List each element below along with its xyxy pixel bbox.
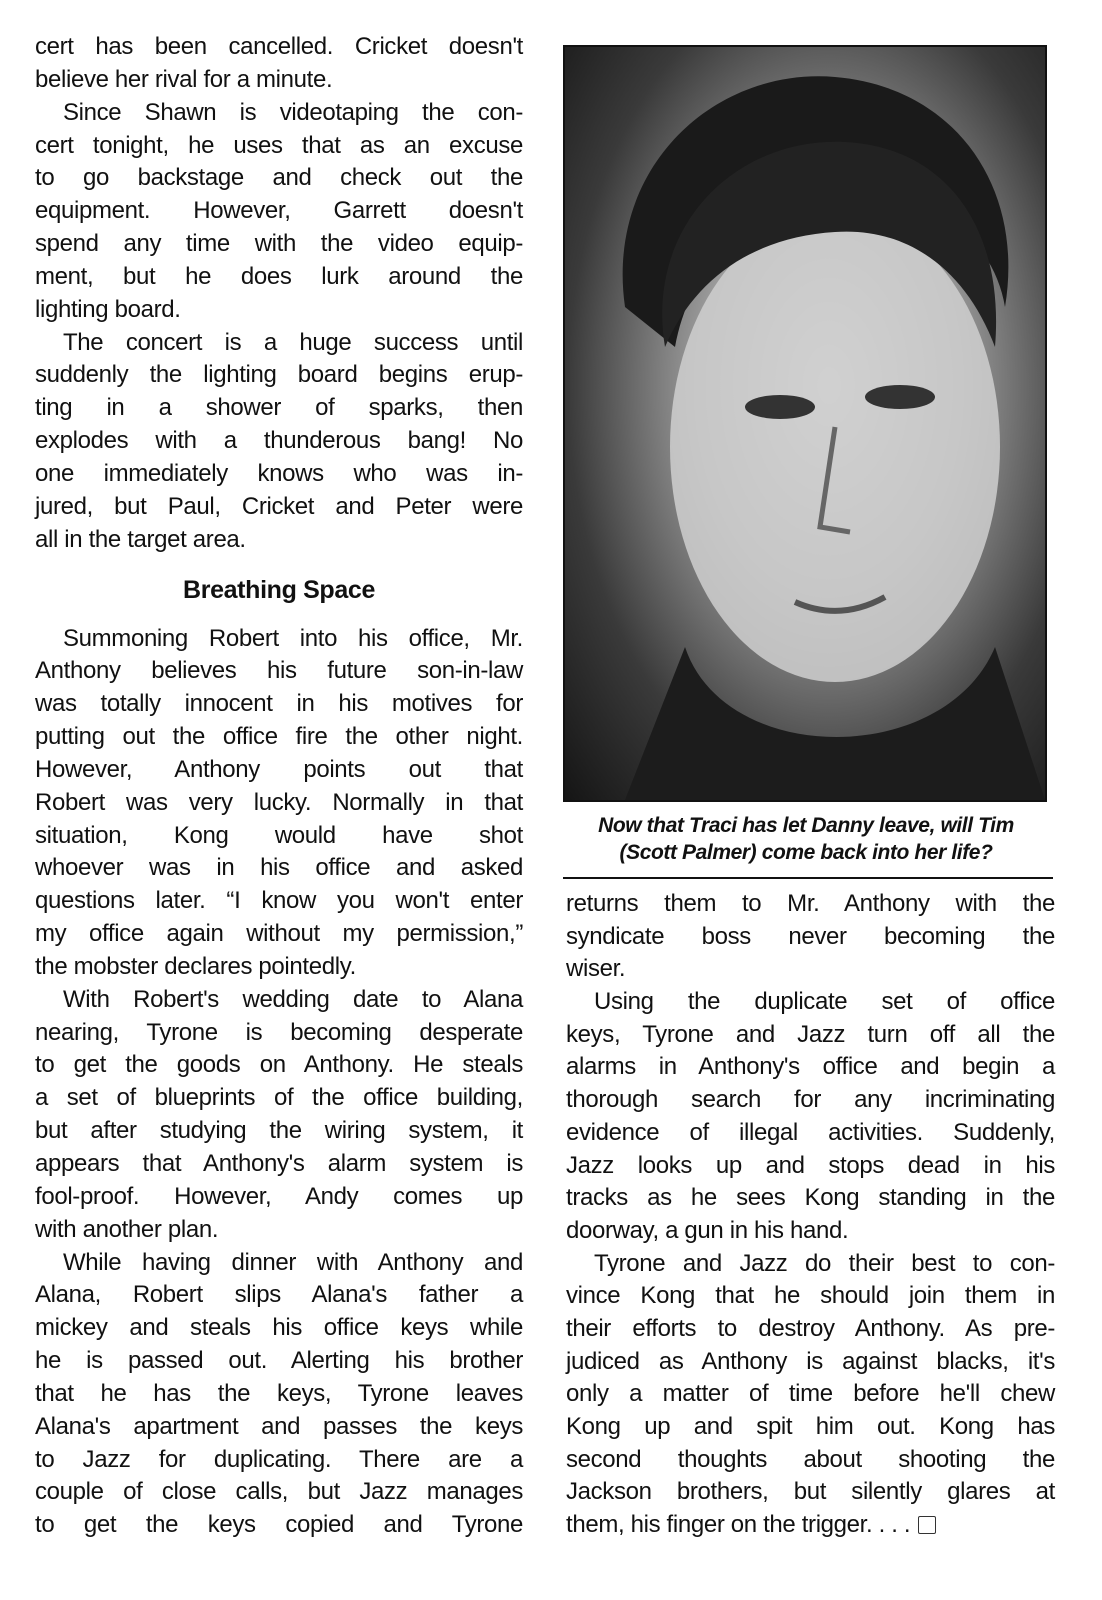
text-line [566,1182,1055,1215]
paragraph [35,1247,523,1543]
line-text: ting in a shower of sparks, then [35,394,523,422]
end-of-article-box-icon [918,1516,936,1534]
text-line [35,1017,523,1050]
line-text: them, his finger on the trigger. . . . [566,1511,911,1539]
line-text: the mobster declares pointedly. [35,952,356,980]
line-text: syndicate boss never becoming the [566,922,1055,950]
photo-caption [563,812,1049,866]
line-text: judiced as Anthony is against blacks, it's [566,1347,1055,1375]
line-text: alarms in Anthony's office and begin a [566,1053,1055,1081]
line-text: With Robert's wedding date to Alana [63,985,523,1013]
text-line [566,1313,1055,1346]
text-line [35,1509,523,1542]
text-line [35,195,523,228]
line-text: to get the goods on Anthony. He steals [35,1051,523,1079]
caption-line: Now that Traci has let Danny leave, will Tim [598,814,1014,837]
text-line [35,1345,523,1378]
line-text: Tyrone and Jazz do their best to con- [594,1249,1055,1277]
line-text: only a matter of time before he'll chew [566,1380,1055,1408]
text-line [566,1346,1055,1379]
line-text: to get the keys copied and Tyrone [35,1511,523,1539]
line-text: wiser. [566,955,626,983]
text-line [35,1476,523,1509]
line-text: Alana's apartment and passes the keys [35,1412,523,1440]
text-line [35,458,523,491]
text-line [566,921,1055,954]
line-text: one immediately knows who was in- [35,459,523,487]
caption-divider [563,877,1053,879]
line-text: my office again without my permission,” [35,920,523,948]
line-text: Using the duplicate set of office [594,988,1055,1016]
text-line [35,1181,523,1214]
line-text: cert has been cancelled. Cricket doesn't [35,33,523,60]
text-line [35,130,523,163]
text-line [35,162,523,195]
text-line [35,1279,523,1312]
portrait-photo [563,45,1047,802]
line-text: explodes with a thunderous bang! No [35,427,523,455]
text-line [35,787,523,820]
paragraph [566,1248,1055,1542]
line-text: mickey and steals his office keys while [35,1314,523,1342]
text-line [35,31,523,64]
text-line [566,1084,1055,1117]
text-line [566,1019,1055,1052]
line-text: lighting board. [35,295,181,323]
section-heading: Breathing Space [182,575,376,604]
text-line [35,655,523,688]
text-line [566,1444,1055,1477]
paragraph [35,984,523,1247]
text-line [35,754,523,787]
line-text: Jackson brothers, but silently glares at [566,1478,1055,1506]
text-line [566,1150,1055,1183]
text-line [35,1115,523,1148]
text-line [35,852,523,885]
text-line [566,1051,1055,1084]
line-text: was totally innocent in his motives for [35,690,523,718]
text-line [35,1312,523,1345]
text-line [35,392,523,425]
line-text: doorway, a gun in his hand. [566,1216,849,1244]
line-text: appears that Anthony's alarm system is [35,1150,523,1177]
line-text: a set of blueprints of the office building, [35,1084,523,1112]
text-line [35,491,523,524]
text-line [35,228,523,261]
paragraph [35,327,523,557]
text-line [35,294,523,327]
text-line [35,1247,523,1280]
text-line [566,953,1055,986]
line-text: cert tonight, he uses that as an excuse [35,131,523,159]
line-text: spend any time with the video equip- [35,230,523,258]
text-line [35,1214,523,1247]
line-text: Robert was very lucky. Normally in that [35,788,523,816]
line-text: to go backstage and check out the [35,164,523,192]
line-text: Alana, Robert slips Alana's father a [35,1281,523,1309]
line-text: but after studying the wiring system, it [35,1117,523,1145]
text-line [566,1509,1055,1542]
caption-line: (Scott Palmer) come back into her life? [619,841,993,864]
line-text: suddenly the lighting board begins erup- [35,361,523,389]
line-text: keys, Tyrone and Jazz turn off all the [566,1020,1055,1048]
line-text: putting out the office fire the other night. [35,723,523,751]
line-text: Since Shawn is videotaping the con- [63,98,523,126]
text-line [566,888,1055,921]
text-line [35,1049,523,1082]
text-line [35,688,523,721]
line-text: couple of close calls, but Jazz manages [35,1478,523,1506]
line-text: Anthony believes his future son-in-law [35,657,523,685]
text-line [35,1082,523,1115]
text-line [35,1411,523,1444]
text-line [566,1280,1055,1313]
line-text: returns them to Mr. Anthony with the [566,890,1055,917]
line-text: equipment. However, Garrett doesn't [35,197,523,225]
paragraph [566,986,1055,1248]
text-line [35,951,523,984]
text-line [566,1378,1055,1411]
text-line [35,984,523,1017]
text-line [35,721,523,754]
line-text: evidence of illegal activities. Suddenly, [566,1118,1055,1146]
text-line [35,425,523,458]
line-text: with another plan. [35,1215,219,1243]
text-line [566,986,1055,1019]
paragraph [35,31,523,97]
line-text: vince Kong that he should join them in [566,1282,1055,1310]
text-line [35,1378,523,1411]
right-column [566,888,1055,1542]
paragraph [35,97,523,327]
line-text: Kong up and spit him out. Kong has [566,1413,1055,1440]
line-text: questions later. “I know you won't enter [35,887,523,915]
line-text: whoever was in his office and asked [35,854,523,882]
line-text: Summoning Robert into his office, Mr. [63,624,523,652]
text-line [35,327,523,360]
portrait-image [565,47,1045,800]
text-line [35,623,523,656]
line-text: nearing, Tyrone is becoming desperate [35,1018,523,1046]
line-text: However, Anthony points out that [35,755,523,783]
line-text: second thoughts about shooting the [566,1445,1055,1473]
line-text: fool-proof. However, Andy comes up [35,1182,523,1210]
line-text: he is passed out. Alerting his brother [35,1347,523,1375]
text-line [566,1215,1055,1248]
line-text: tracks as he sees Kong standing in the [566,1184,1055,1212]
text-line [566,1248,1055,1281]
line-text: believe her rival for a minute. [35,65,333,93]
text-line [35,97,523,130]
text-line [35,261,523,294]
line-text: situation, Kong would have shot [35,821,523,849]
line-text: thorough search for any incriminating [566,1086,1055,1114]
text-line [35,524,523,557]
line-text: that he has the keys, Tyrone leaves [35,1379,523,1407]
line-text: Jazz looks up and stops dead in his [566,1151,1055,1179]
line-text: their efforts to destroy Anthony. As pre- [566,1314,1055,1342]
text-line [566,1476,1055,1509]
line-text: ment, but he does lurk around the [35,262,523,290]
line-text: While having dinner with Anthony and [63,1248,523,1276]
text-line [566,1411,1055,1444]
text-line [35,1444,523,1477]
text-line [35,1148,523,1181]
paragraph [35,623,523,984]
left-column [35,31,523,1542]
text-line [566,1117,1055,1150]
paragraph [566,888,1055,986]
text-line [35,64,523,97]
line-text: to Jazz for duplicating. There are a [35,1445,523,1473]
text-line [35,918,523,951]
text-line [35,885,523,918]
text-line [35,820,523,853]
line-text: jured, but Paul, Cricket and Peter were [35,492,523,520]
line-text: The concert is a huge success until [63,328,523,356]
text-line [35,359,523,392]
line-text: all in the target area. [35,525,246,553]
